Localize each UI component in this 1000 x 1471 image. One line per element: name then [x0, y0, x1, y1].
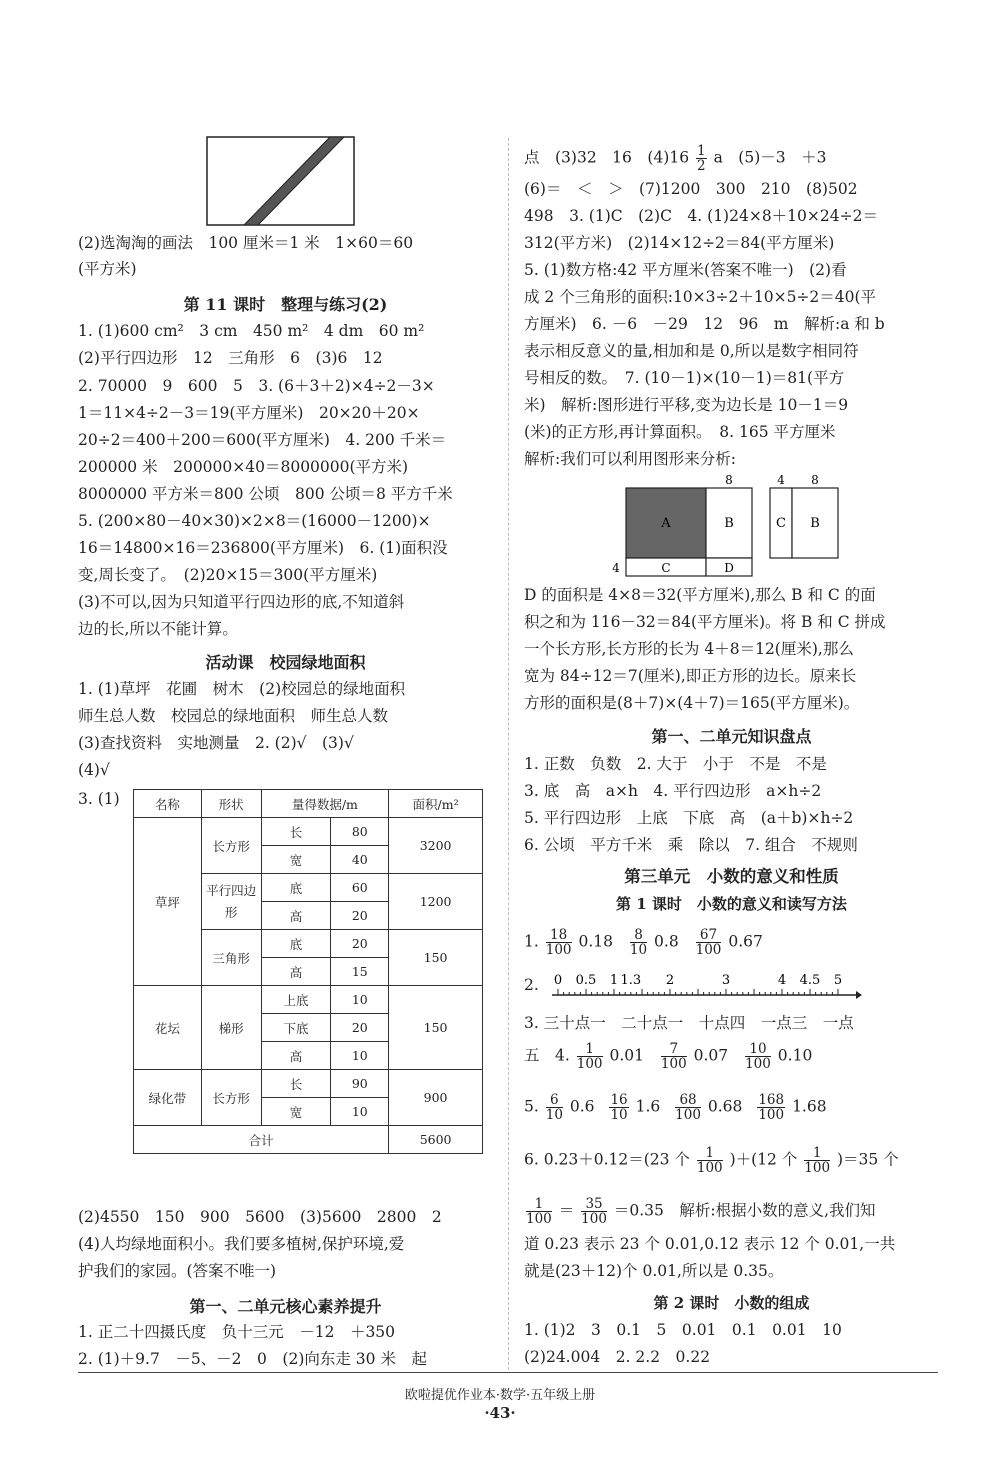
frac-den: 100	[581, 1211, 607, 1227]
table-prefix: 3. (1)	[78, 790, 120, 808]
table-cell: 底	[261, 930, 331, 958]
area-diagram	[602, 474, 872, 584]
lesson11-line: 变,周长变了。 (2)20×15＝300(平方厘米)	[78, 566, 378, 584]
table-header: 形状	[201, 790, 261, 818]
table-total-row	[134, 1126, 483, 1154]
unit3-title: 第三单元 小数的意义和性质	[624, 867, 839, 886]
number-line-label: 0	[553, 973, 563, 988]
frac-num: 35	[581, 1197, 607, 1212]
after-table-line: 护我们的家园。(答案不唯一)	[78, 1262, 277, 1280]
table-cell: 10	[331, 1098, 389, 1126]
table-cell: 高	[261, 1042, 331, 1070]
lesson2-line: 1. (1)2 3 0.1 5 0.01 0.1 0.01 10	[524, 1321, 842, 1339]
frac-den: 100	[675, 1107, 701, 1123]
table-row	[134, 986, 483, 1014]
frac-den: 100	[526, 1211, 552, 1227]
frac-num: 67	[696, 928, 722, 943]
fraction	[675, 1093, 701, 1122]
q-value: 0.68	[707, 1097, 743, 1116]
table-cell: 下底	[261, 1014, 331, 1042]
review-title: 第一、二单元知识盘点	[651, 727, 812, 746]
fraction	[546, 928, 572, 957]
right-top-text: 点 (3)32 16 (4)16	[524, 148, 690, 167]
fraction	[661, 1042, 687, 1071]
label-a: A	[661, 516, 671, 531]
table-cell: 高	[261, 958, 331, 986]
label-c2: C	[776, 516, 786, 531]
frac-num: 1	[697, 143, 706, 159]
table-header: 面积/m²	[389, 790, 483, 818]
frac-num: 1	[577, 1042, 603, 1057]
label-d: D	[724, 561, 734, 575]
q5-line	[524, 1093, 827, 1122]
review-line: 1. 正数 负数 2. 大于 小于 不是 不是	[524, 755, 827, 773]
lesson11-line: (2)平行四边形 12 三角形 6 (3)6 12	[78, 349, 383, 367]
q6-text: ＝0.35 解析:根据小数的意义,我们知	[613, 1201, 876, 1220]
q6-explain: 就是(23＋12)个 0.01,所以是 0.35。	[524, 1262, 784, 1280]
label-8b: 8	[811, 474, 819, 487]
frac-num: 8	[630, 928, 647, 943]
frac-den: 100	[745, 1056, 771, 1072]
q-value: 0.10	[777, 1046, 813, 1065]
lesson2-title: 第 2 课时 小数的组成	[653, 1294, 810, 1312]
right-line: 表示相反意义的量,相加和是 0,所以是数字相同符	[524, 342, 859, 360]
after-table-line: (2)4550 150 900 5600 (3)5600 2800 2	[78, 1208, 442, 1226]
frac-den: 100	[545, 942, 572, 958]
lesson2-line: (2)24.004 2. 2.2 0.22	[524, 1348, 711, 1366]
q3-line: 3. 三十点一 二十点一 十点四 一点三 一点	[524, 1014, 854, 1032]
core-line: 1. 正二十四摄氏度 负十三元 －12 ＋350	[78, 1323, 396, 1341]
table-cell: 1200	[389, 874, 483, 930]
q-value: 0.01	[609, 1046, 644, 1065]
table-cell: 15	[331, 958, 389, 986]
table-cell: 60	[331, 874, 389, 902]
right-line: 方厘米) 6. －6 －29 12 96 m 解析:a 和 b	[524, 315, 885, 333]
table-cell: 10	[331, 1042, 389, 1070]
q-label: 五 4.	[524, 1046, 570, 1065]
fraction	[609, 1093, 628, 1122]
footer-book: 欧啦提优作业本·数学·五年级上册	[404, 1388, 596, 1403]
q6-text: )＝35 个	[837, 1150, 899, 1169]
activity-line: 师生总人数 校园总的绿地面积 师生总人数	[78, 707, 389, 725]
table-header-row	[134, 790, 483, 818]
q2-label: 2.	[524, 976, 539, 994]
q-value: 1.6	[635, 1097, 661, 1116]
frac-den: 100	[695, 942, 722, 958]
page-number: ·43·	[484, 1404, 516, 1422]
label-4: 4	[612, 561, 620, 575]
q-value: 0.18	[578, 932, 613, 951]
label-b2: B	[810, 516, 820, 531]
review-line: 6. 公顷 平方千米 乘 除以 7. 组合 不规则	[524, 836, 858, 854]
review-line: 3. 底 高 a×h 4. 平行四边形 a×h÷2	[524, 782, 822, 800]
frac-den: 100	[576, 1056, 603, 1072]
q-value: 1.68	[792, 1097, 827, 1116]
label-c: C	[661, 561, 671, 575]
table-cell: 高	[261, 902, 331, 930]
q4-line	[524, 1042, 812, 1071]
right-line: 解析:我们可以利用图形来分析:	[524, 450, 736, 468]
table-cell: 底	[261, 874, 331, 902]
frac-num: 10	[745, 1042, 771, 1057]
lesson11-line: 2. 70000 9 600 5 3. (6＋3＋2)×4÷2－3×	[78, 377, 435, 395]
figure-note: (2)选淘淘的画法 100 厘米＝1 米 1×60＝60	[78, 234, 414, 252]
table-cell: 长	[261, 818, 331, 846]
activity-line: (4)√	[78, 761, 110, 779]
fraction	[804, 1146, 830, 1175]
table-cell: 150	[389, 930, 483, 986]
lesson11-line: 1＝11×4÷2－3＝19(平方厘米) 20×20＋20×	[78, 404, 420, 422]
figure-note-unit: (平方米)	[78, 260, 137, 278]
core-line: 2. (1)＋9.7 －5、－2 0 (2)向东走 30 米 起	[78, 1350, 427, 1368]
table-cell: 平行四边形	[201, 874, 261, 930]
table-cell: 宽	[261, 846, 331, 874]
table-cell: 花坛	[134, 986, 202, 1070]
table-cell: 80	[331, 818, 389, 846]
right-line: 米) 解析:图形进行平移,变为边长是 10－1＝9	[524, 396, 849, 414]
table-cell: 3200	[389, 818, 483, 874]
lesson11-line: 8000000 平方米＝800 公顷 800 公顷＝8 平方千米	[78, 485, 453, 503]
table-cell: 长	[261, 1070, 331, 1098]
right-line: 312(平方米) (2)14×12÷2＝84(平方厘米)	[524, 234, 835, 252]
right-line: 一个长方形,长方形的长为 4＋8＝12(厘米),那么	[524, 640, 854, 658]
right-line: 方形的面积是(8＋7)×(4＋7)＝165(平方厘米)。	[524, 694, 860, 712]
q-label: 5.	[524, 1097, 539, 1116]
lesson1-title: 第 1 课时 小数的意义和读写方法	[616, 895, 847, 913]
footer-rule	[78, 1372, 938, 1373]
table-cell: 10	[331, 986, 389, 1014]
table-cell: 草坪	[134, 818, 202, 986]
q6-line	[524, 1146, 899, 1175]
frac-den: 100	[804, 1160, 831, 1176]
number-line-label: 0.5	[575, 973, 597, 988]
number-line-label: 1.3	[620, 973, 642, 988]
review-line: 5. 平行四边形 上底 下底 高 (a＋b)×h÷2	[524, 809, 854, 827]
frac-num: 7	[661, 1042, 687, 1057]
right-line: 积之和为 116－32＝84(平方厘米)。将 B 和 C 拼成	[524, 613, 886, 631]
frac-num: 168	[758, 1092, 785, 1108]
frac-den: 10	[545, 1107, 563, 1123]
table-cell: 长方形	[201, 1070, 261, 1126]
parallelogram-figure	[206, 136, 356, 228]
fraction	[697, 1146, 723, 1175]
q6-line2	[524, 1197, 876, 1226]
q6-explain: 道 0.23 表示 23 个 0.01,0.12 表示 12 个 0.01,一共	[524, 1235, 896, 1253]
lesson11-line: (3)不可以,因为只知道平行四边形的底,不知道斜	[78, 593, 405, 611]
activity-title: 活动课 校园绿地面积	[205, 653, 366, 672]
label-4b: 4	[777, 474, 785, 487]
frac-den: 100	[696, 1160, 723, 1176]
frac-den: 100	[660, 1056, 687, 1072]
fraction	[577, 1042, 603, 1071]
q6-text: ＝	[558, 1201, 575, 1220]
frac-num: 1	[526, 1197, 552, 1212]
lesson11-line: 边的长,所以不能计算。	[78, 620, 238, 638]
fraction	[526, 1197, 552, 1226]
frac-num: 68	[675, 1093, 701, 1108]
frac-num: 16	[610, 1092, 628, 1108]
table-cell: 三角形	[201, 930, 261, 986]
table-cell: 梯形	[201, 986, 261, 1070]
q-value: 0.6	[569, 1097, 595, 1116]
table-cell: 上底	[261, 986, 331, 1014]
right-line: (6)＝ ＜ ＞ (7)1200 300 210 (8)502	[524, 180, 858, 198]
right-line: 5. (1)数方格:42 平方厘米(答案不唯一) (2)看	[524, 261, 847, 279]
lesson11-line: 5. (200×80－40×30)×2×8＝(16000－1200)×	[78, 512, 431, 530]
frac-den: 10	[629, 942, 648, 958]
fraction	[696, 928, 722, 957]
frac-num: 6	[546, 1093, 563, 1108]
q-value: 0.07	[693, 1046, 729, 1065]
table-cell: 20	[331, 902, 389, 930]
frac-num: 1	[804, 1146, 830, 1161]
right-line: 号相反的数。 7. (10－1)×(10－1)＝81(平方	[524, 369, 845, 387]
number-line	[550, 968, 862, 1002]
right-line: D 的面积是 4×8＝32(平方厘米),那么 B 和 C 的面	[524, 586, 876, 604]
q6-text: 6. 0.23＋0.12＝(23 个	[524, 1150, 690, 1169]
right-line: (米)的正方形,再计算面积。 8. 165 平方厘米	[524, 423, 836, 441]
frac-num: 1	[697, 1146, 723, 1161]
label-b: B	[724, 516, 734, 531]
number-line-label: 3	[721, 973, 731, 988]
table-cell: 宽	[261, 1098, 331, 1126]
table-row	[134, 818, 483, 846]
number-line-label: 1	[609, 973, 619, 988]
activity-line: 1. (1)草坪 花圃 树木 (2)校园总的绿地面积	[78, 680, 406, 698]
fraction	[745, 1042, 771, 1071]
table-cell: 绿化带	[134, 1070, 202, 1126]
lesson11-line: 1. (1)600 cm² 3 cm 450 m² 4 dm 60 m²	[78, 322, 425, 340]
green-area-table	[133, 789, 483, 1154]
frac-den: 10	[610, 1107, 628, 1123]
table-cell: 20	[331, 930, 389, 958]
table-total-value: 5600	[389, 1126, 483, 1154]
table-cell: 长方形	[201, 818, 261, 874]
column-divider	[508, 138, 509, 1370]
q6-text: )＋(12 个	[729, 1150, 798, 1169]
lesson11-title: 第 11 课时 整理与练习(2)	[183, 295, 388, 314]
table-cell: 40	[331, 846, 389, 874]
right-top-text: a (5)－3 ＋3	[713, 148, 827, 167]
after-table-line: (4)人均绿地面积小。我们要多植树,保护环境,爱	[78, 1235, 405, 1253]
q1-line	[524, 928, 763, 957]
arrow-icon	[856, 991, 862, 999]
right-top-line	[524, 144, 826, 173]
core-title: 第一、二单元核心素养提升	[189, 1297, 382, 1316]
table-header: 量得数据/m	[261, 790, 389, 818]
fraction	[581, 1197, 607, 1226]
q-value: 0.8	[654, 932, 679, 951]
activity-line: (3)查找资料 实地测量 2. (2)√ (3)√	[78, 734, 354, 752]
number-line-ticks	[554, 973, 842, 995]
lesson11-line: 16＝14800×16＝236800(平方厘米) 6. (1)面积没	[78, 539, 448, 557]
table-header: 名称	[134, 790, 202, 818]
table-cell: 900	[389, 1070, 483, 1126]
number-line-label: 5	[833, 973, 843, 988]
table-cell: 90	[331, 1070, 389, 1098]
lesson11-line: 200000 米 200000×40＝8000000(平方米)	[78, 458, 409, 476]
fraction	[630, 928, 647, 957]
frac-den: 100	[758, 1107, 785, 1123]
lesson11-line: 20÷2＝400＋200＝600(平方厘米) 4. 200 千米＝	[78, 431, 447, 449]
fraction	[546, 1093, 563, 1122]
table-row	[134, 1070, 483, 1098]
table-cell: 20	[331, 1014, 389, 1042]
number-line-label: 4.5	[799, 973, 821, 988]
frac-den: 2	[697, 158, 706, 174]
right-line: 498 3. (1)C (2)C 4. (1)24×8＋10×24÷2＝	[524, 207, 878, 225]
table-cell: 150	[389, 986, 483, 1070]
fraction	[757, 1093, 785, 1122]
fraction	[696, 144, 707, 173]
q-value: 0.67	[728, 932, 763, 951]
label-8: 8	[725, 474, 733, 487]
right-line: 宽为 84÷12＝7(厘米),即正方形的边长。原来长	[524, 667, 857, 685]
frac-num: 18	[546, 928, 572, 943]
number-line-label: 2	[665, 973, 675, 988]
right-line: 成 2 个三角形的面积:10×3÷2＋10×5÷2＝40(平	[524, 288, 877, 306]
q-label: 1.	[524, 932, 539, 951]
number-line-label: 4	[777, 973, 787, 988]
table-total-label: 合计	[134, 1126, 389, 1154]
